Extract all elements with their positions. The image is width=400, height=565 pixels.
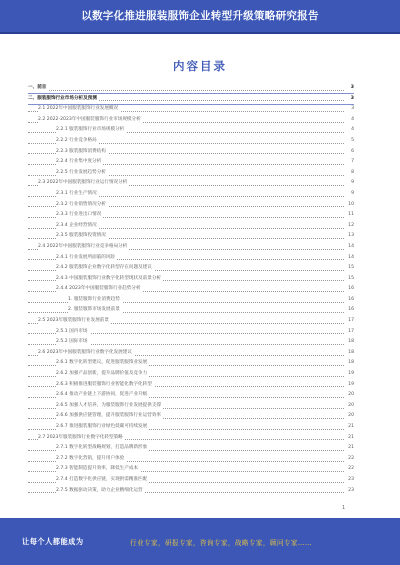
toc-entry-page: 19 — [344, 369, 354, 380]
toc-entry-page: 3 — [344, 83, 354, 94]
toc-entry-label: 2. 服装服饰市场发展前景 — [68, 305, 122, 316]
toc-entry-page: 16 — [344, 305, 354, 316]
toc-entry-page: 22 — [344, 464, 354, 475]
toc-entry-label: 2.2 2022-2023年中国服装服饰行业市场规模分析 — [38, 115, 143, 126]
toc-row[interactable] — [28, 168, 354, 179]
toc-entry-page: 16 — [344, 295, 354, 306]
toc-row[interactable] — [28, 263, 354, 274]
toc-row[interactable] — [28, 327, 354, 338]
toc-entry-label: 2.4 2022年中国服装服饰行业竞争格局分析 — [38, 242, 129, 253]
toc-entry-page: 15 — [344, 274, 354, 285]
toc-entry-label: 2.6.6 加强供应链管理，提升服装服饰行业运营效率 — [56, 411, 163, 422]
toc-entry-label: 2.3.4 企业经营情况 — [56, 221, 99, 232]
toc-entry-page: 17 — [344, 327, 354, 338]
toc-row[interactable] — [28, 242, 354, 253]
toc-entry-label: 2.2.1 服装服饰行业市场规模分析 — [56, 125, 126, 136]
toc-row[interactable] — [28, 115, 354, 126]
toc-entry-page: 4 — [344, 115, 354, 126]
toc-entry-label: 2.2.3 服装服饰消费结构 — [56, 147, 108, 158]
toc-entry-page: 20 — [344, 411, 354, 422]
toc-entry-label: 2.7.3 智能制造提升效率，降低生产成本 — [56, 464, 140, 475]
page-number: 1 — [342, 505, 346, 511]
toc-entry-page: 3 — [344, 94, 354, 105]
toc-row[interactable] — [28, 253, 354, 264]
toc-entry-page: 20 — [344, 390, 354, 401]
toc-row[interactable] — [28, 178, 354, 189]
toc-entry-page: 12 — [344, 221, 354, 232]
toc-entry-page: 9 — [344, 178, 354, 189]
toc-entry-page: 20 — [344, 401, 354, 412]
toc-entry-label: 一、前言 — [28, 83, 48, 94]
toc-row[interactable] — [28, 305, 354, 316]
toc-row[interactable] — [28, 486, 354, 497]
toc-row[interactable] — [28, 348, 354, 359]
toc-entry-page: 6 — [344, 147, 354, 158]
toc-entry-page: 7 — [344, 157, 354, 168]
toc-entry-page: 19 — [344, 380, 354, 391]
toc-entry-label: 2.7.4 打造数字化供应链，实现供需精准匹配 — [56, 475, 149, 486]
toc-row[interactable] — [28, 380, 354, 391]
toc-row[interactable] — [28, 401, 354, 412]
toc-entry-label: 2.7.1 数字化转型战略规划，打造品牌新形象 — [56, 443, 149, 454]
toc-row[interactable] — [28, 390, 354, 401]
toc-entry-page: 18 — [344, 337, 354, 348]
footer-slogan: 让每个人都能成为 — [22, 537, 84, 546]
report-title: 以数字化推进服装服饰企业转型升级策略研究报告 — [81, 10, 319, 22]
toc-entry-label: 2.2.2 行业竞争格局 — [56, 136, 99, 147]
toc-row[interactable] — [28, 411, 354, 422]
toc-entry-page: 15 — [344, 263, 354, 274]
toc-row[interactable] — [28, 125, 354, 136]
toc-row[interactable] — [28, 94, 354, 105]
toc-entry-label: 2.2.4 行业集中度分析 — [56, 157, 103, 168]
toc-entry-label: 2.6.1 数字化转型建议，促进服装服饰业发展 — [56, 358, 149, 369]
toc-entry-page: 21 — [344, 433, 354, 444]
toc-entry-label: 2.4.4 2023年中国服装服饰行业趋势分析 — [56, 284, 143, 295]
toc-row[interactable] — [28, 358, 354, 369]
toc-row[interactable] — [28, 464, 354, 475]
toc-entry-label: 2.2.5 行业发展趋势分析 — [56, 168, 108, 179]
table-of-contents — [28, 83, 354, 496]
toc-entry-label: 2.3.3 行业进出口情况 — [56, 210, 103, 221]
toc-entry-page: 4 — [344, 125, 354, 136]
toc-row[interactable] — [28, 443, 354, 454]
toc-row[interactable] — [28, 189, 354, 200]
toc-entry-page: 5 — [344, 136, 354, 147]
toc-row[interactable] — [28, 274, 354, 285]
toc-row[interactable] — [28, 337, 354, 348]
toc-separator-line — [28, 93, 354, 94]
toc-row[interactable] — [28, 316, 354, 327]
toc-entry-page: 9 — [344, 189, 354, 200]
toc-entry-label: 2.7.5 数据驱动决策，助力企业精细化运营 — [56, 486, 145, 497]
toc-entry-page: 14 — [344, 253, 354, 264]
toc-row[interactable] — [28, 231, 354, 242]
toc-entry-page: 17 — [344, 316, 354, 327]
toc-entry-page: 14 — [344, 242, 354, 253]
toc-row[interactable] — [28, 422, 354, 433]
toc-entry-label: 2.3.2 行业销售情况分析 — [56, 200, 108, 211]
toc-entry-label: 2.3.5 服装服饰投资情况 — [56, 231, 108, 242]
toc-entry-page: 11 — [344, 210, 354, 221]
toc-entry-label: 2.5.1 国内市场 — [56, 327, 90, 338]
toc-separator-line — [28, 104, 354, 105]
toc-entry-page: 3 — [344, 104, 354, 115]
toc-row[interactable] — [28, 369, 354, 380]
toc-entry-page: 18 — [344, 348, 354, 359]
toc-entry-label: 2.6.2 加强产品创新，提升品牌价值及竞争力 — [56, 369, 149, 380]
toc-row[interactable] — [28, 475, 354, 486]
toc-entry-label: 2.4.2 服装服饰企业数字化转型存在问题及建议 — [56, 263, 154, 274]
toc-entry-label: 2.3.1 行业生产情况 — [56, 189, 99, 200]
toc-row[interactable] — [28, 104, 354, 115]
toc-entry-label: 2.6 2023年中国服装服饰行业数字化发展建议 — [38, 348, 134, 359]
toc-heading: 内容目录 — [173, 59, 227, 73]
toc-entry-page: 8 — [344, 168, 354, 179]
toc-entry-label: 2.3 2022年中国服装服饰行业运行情况分析 — [38, 178, 129, 189]
toc-entry-label: 二、服装服饰行业市场分析及预测 — [28, 94, 99, 105]
toc-row[interactable] — [28, 200, 354, 211]
toc-entry-page: 10 — [344, 200, 354, 211]
toc-row[interactable] — [28, 83, 354, 94]
toc-entry-page: 18 — [344, 358, 354, 369]
toc-row[interactable] — [28, 433, 354, 444]
toc-entry-label: 2.6.3 积极推进服装服饰行业智能化数字化转型 — [56, 380, 154, 391]
toc-entry-label: 2.5.2 国际市场 — [56, 337, 90, 348]
toc-entry-page: 16 — [344, 284, 354, 295]
toc-entry-page: 23 — [344, 475, 354, 486]
toc-row[interactable] — [28, 157, 354, 168]
toc-entry-label: 2.7 2023年服装服饰行业数字化转型策略 — [38, 433, 125, 444]
toc-entry-label: 1. 服装服饰行业消费趋势 — [68, 295, 122, 306]
toc-entry-label: 2.4.1 行业发展所面临的风险 — [56, 253, 117, 264]
toc-entry-label: 2.5 2023年服装服饰行业发展前景 — [38, 316, 111, 327]
toc-row[interactable] — [28, 136, 354, 147]
footer-roles: 行业专家，研报专家，咨询专家，战略专家，顾问专家…… — [130, 539, 312, 547]
toc-entry-label: 2.6.7 推进服装服饰行业绿色低碳可持续发展 — [56, 422, 149, 433]
toc-entry-label: 2.1 2022年中国服装服饰行业发展概况 — [38, 104, 120, 115]
toc-row[interactable] — [28, 210, 354, 221]
toc-leader-dots — [28, 90, 344, 91]
toc-entry-label: 2.4.3 中国服装服饰行业数字化转型现状及前景分析 — [56, 274, 163, 285]
toc-entry-label: 2.6.5 加强人才培养，为服装服饰行业发展提供支撑 — [56, 401, 163, 412]
toc-row[interactable] — [28, 454, 354, 465]
toc-entry-page: 21 — [344, 443, 354, 454]
header-divider — [0, 32, 400, 34]
toc-row[interactable] — [28, 221, 354, 232]
toc-entry-page: 21 — [344, 422, 354, 433]
toc-entry-page: 22 — [344, 454, 354, 465]
toc-entry-label: 2.6.4 推动产业链上下游协同，促进产业升级 — [56, 390, 149, 401]
toc-row[interactable] — [28, 284, 354, 295]
toc-entry-label: 2.7.2 数字化营销，提升用户体验 — [56, 454, 126, 465]
toc-row[interactable] — [28, 295, 354, 306]
toc-entry-page: 23 — [344, 486, 354, 497]
toc-row[interactable] — [28, 147, 354, 158]
toc-entry-page: 13 — [344, 231, 354, 242]
